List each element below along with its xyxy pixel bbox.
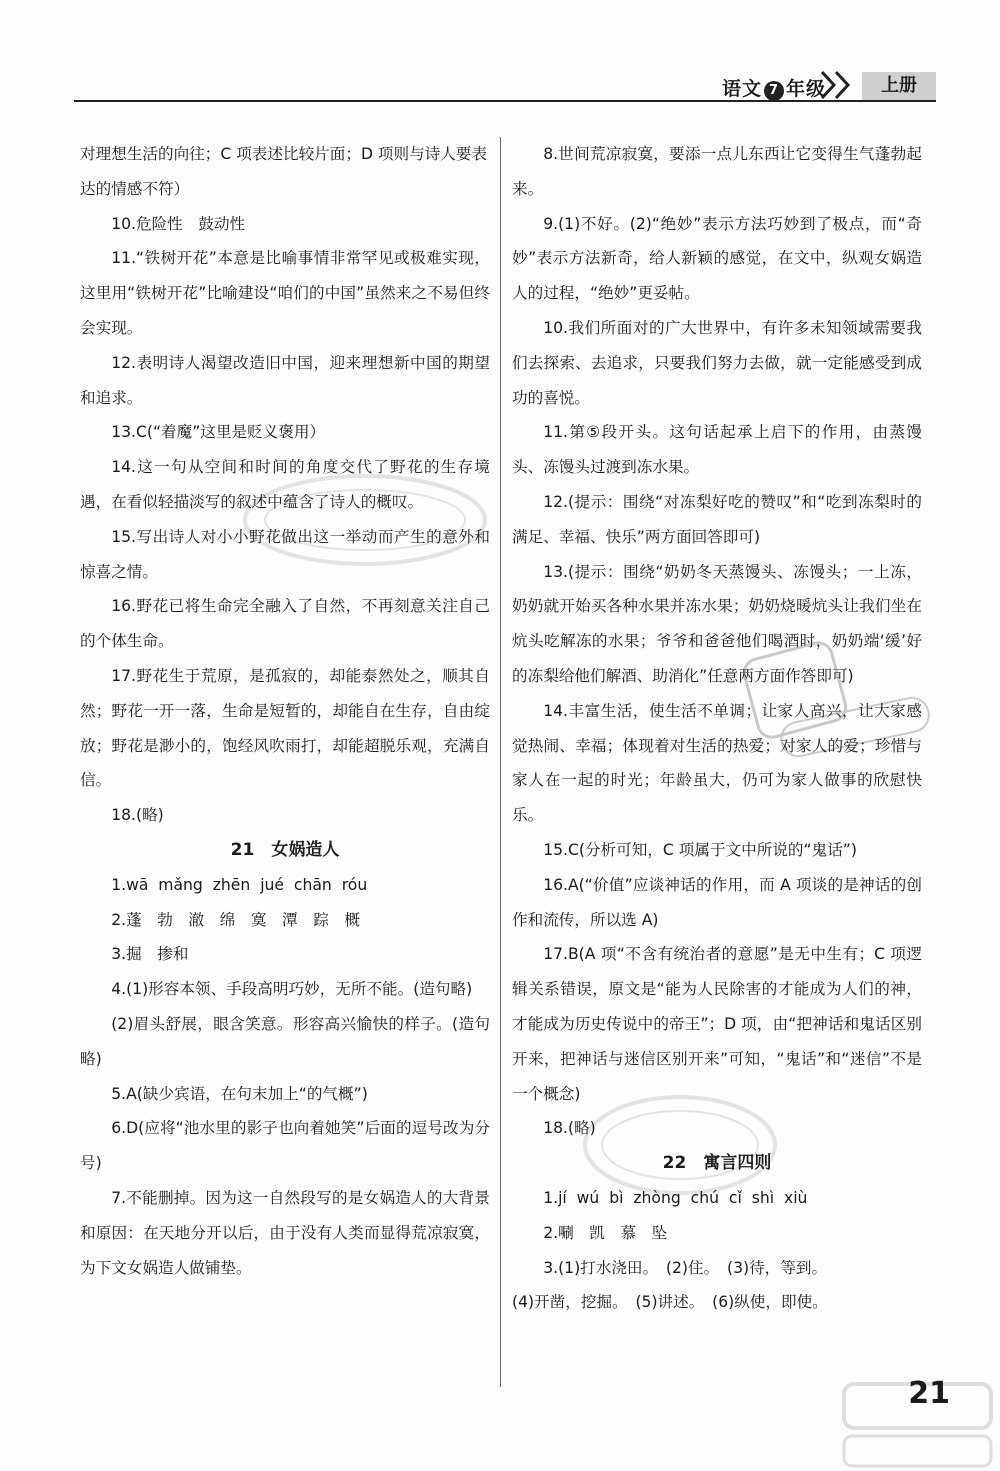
answer-line: (4)开凿，挖掘。 (5)讲述。 (6)纵使，即使。 (512, 1293, 828, 1312)
answer-line: 15.C(分析可知，C 项属于文中所说的“鬼话”) (543, 840, 857, 859)
answer-line: 13.C(“着魔”这里是贬义褒用） (111, 423, 326, 442)
volume-tab: 上册 (862, 72, 936, 100)
grade-label: 年级 (785, 78, 826, 100)
answer-line: 12.表明诗人渴望改造旧中国，迎来理想新中国的期望和追求。 (80, 353, 490, 407)
answer-line: 11.第⑤段开头。这句话起承上启下的作用，由蒸馒头、冻馒头过渡到冻水果。 (512, 423, 922, 477)
answer-line: 15.写出诗人对小小野花做出这一举动而产生的意外和惊喜之情。 (80, 527, 490, 581)
answer-line: 17.B(A 项“不含有统治者的意愿”是无中生有；C 项逻辑关系错误，原文是“能为人民除害的才能成为人们的神，才能成为历史传说中的帝王”；D 项，由“把神话和鬼话区别开来，把神话与迷信区别开来”可知，“鬼话”和“迷信”不是一个概念) (512, 945, 922, 1103)
watermark-stamp (580, 1090, 780, 1200)
answer-line: 3.掘 掺和 (111, 945, 189, 964)
double-chevron-icon (818, 68, 858, 102)
answer-line: 对理想生活的向往；C 项表述比较片面；D 项则与诗人要表达的情感不符） (80, 145, 488, 198)
watermark-stamp (740, 640, 940, 770)
watermark-stamp (240, 470, 490, 570)
answer-line: 4.(1)形容本领、手段高明巧妙，无所不能。(造句略) (111, 980, 473, 999)
answer-line: 14.丰富生活，使生活不单调；让家人高兴，让大家感觉热闹、幸福；体现着对生活的热爱；对家人的爱；珍惜与家人在一起的时光；年龄虽大，仍可为家人做事的欣慰快乐。 (512, 701, 922, 825)
column-divider (500, 137, 501, 1387)
section-heading: 22 寓言四则 (662, 1153, 772, 1174)
answer-line: 12.(提示：围绕“对冻梨好吃的赞叹”和“吃到冻梨时的满足、幸福、快乐”两方面回答即可) (512, 492, 922, 546)
page-header (74, 72, 936, 102)
section-heading: 21 女娲造人 (230, 839, 340, 860)
answer-line: 14.这一句从空间和时间的角度交代了野花的生存境遇，在看似轻描淡写的叙述中蕴含了诗人的概叹。 (80, 458, 490, 511)
answer-line: 18.(略) (543, 1119, 596, 1138)
answer-line: 16.A(“价值”应谈神话的作用，而 A 项谈的是神话的创作和流传，所以选 A) (512, 875, 922, 929)
page-number: 21 (908, 1376, 950, 1411)
answer-line: 10.我们所面对的广大世界中，有许多未知领域需要我们去探索、去追求，只要我们努力去做，就一定能感受到成功的喜悦。 (512, 318, 922, 407)
answer-line: (2)眉头舒展，眼含笑意。形容高兴愉快的样子。(造句略) (80, 1014, 490, 1068)
answer-line: 5.A(缺少宾语，在句末加上“的气概”) (111, 1084, 368, 1103)
answer-line: 1.wā mǎng zhēn jué chān róu (111, 875, 368, 894)
answer-line: 9.(1)不好。(2)“绝妙”表示方法巧妙到了极点，而“奇妙”表示方法新奇，给人新颖的感觉，在文中，纵观女娲造人的过程，“绝妙”更妥帖。 (512, 214, 922, 303)
answer-line: 3.(1)打水浇田。 (2)住。 (3)待，等到。 (543, 1258, 828, 1277)
answer-line: 18.(略) (111, 806, 164, 825)
header-title (722, 74, 826, 101)
answer-line: 10.危险性 鼓动性 (111, 214, 246, 233)
answer-line: 16.野花已将生命完全融入了自然，不再刻意关注自己的个体生命。 (80, 597, 490, 651)
answer-line: 17.野花生于荒原，是孤寂的，却能泰然处之，顺其自然；野花一开一落，生命是短暂的，却能自在生存，自由绽放；野花是渺小的，饱经风吹雨打，却能超脱乐观，充满自信。 (80, 666, 490, 790)
answer-line: 11.“铁树开花”本意是比喻事情非常罕见或极难实现，这里用“铁树开花”比喻建设“咱们的中国”虽然来之不易但终会实现。 (80, 249, 490, 337)
grade-badge: 7 (764, 81, 784, 101)
answer-line: 2.蓬 勃 澈 绵 寞 潭 踪 概 (111, 910, 360, 929)
answer-line: 8.世间荒凉寂寞，要添一点儿东西让它变得生气蓬勃起来。 (512, 145, 922, 198)
left-column (80, 137, 490, 1285)
subject-label: 语文 (721, 78, 762, 100)
answer-line: 2.唰 凯 慕 坠 (543, 1223, 668, 1242)
answer-line: 7.不能删掉。因为这一自然段写的是女娲造人的大背景和原因：在天地分开以后，由于没有人类而显得荒凉寂寞，为下文女娲造人做铺垫。 (80, 1188, 490, 1277)
answer-line: 1.jí wú bì zhòng chú cǐ shì xiù (543, 1188, 808, 1207)
answer-line: 13.(提示：围绕“奶奶冬天蒸馒头、冻馒头；一上冻，奶奶就开始买各种水果并冻水果；奶奶烧暖炕头让我们坐在炕头吃解冻的水果；爷爷和爸爸他们喝酒时，奶奶端‘缓’好的冻梨给他们解酒、助消化”任意两方面作答即可) (512, 562, 922, 685)
answer-line: 6.D(应将“池水里的影子也向着她笑”后面的逗号改为分号) (80, 1119, 490, 1173)
